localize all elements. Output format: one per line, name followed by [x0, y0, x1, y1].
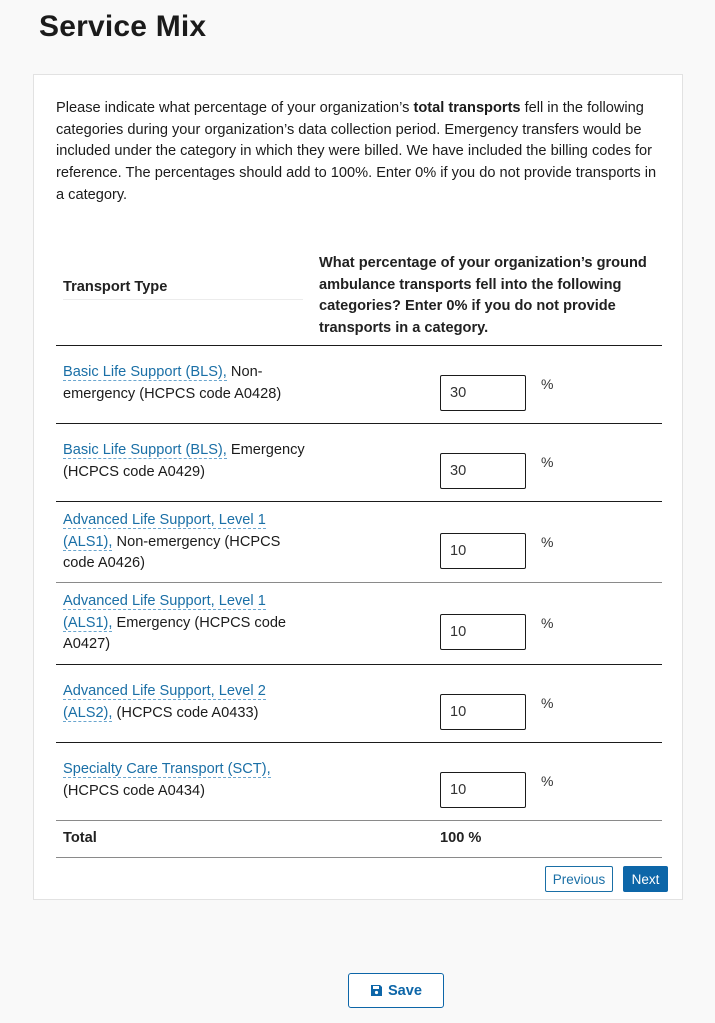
percent-sign: % [541, 376, 554, 392]
als2-link[interactable]: Advanced Life Support, Level 2 (ALS2), [63, 683, 266, 721]
row-description: Non-emergency (HCPCS code A0428) [63, 364, 282, 402]
percent-sign: % [541, 534, 554, 550]
page-title: Service Mix [39, 10, 207, 43]
row-description: (HCPCS code A0434) [63, 782, 205, 799]
transport-table [56, 250, 662, 858]
save-label: Save [387, 982, 423, 999]
total-value: 100 % [440, 830, 482, 846]
table-row [56, 424, 662, 502]
intro-part: fell in the following categories during your organization’s data collection period. Emergency transfers would be included under the category in which they were billed. We have included the billing codes for reference. The percentages should add to 100%. Enter 0% if you do not provide transports in a category. [56, 100, 657, 203]
als1-link[interactable]: Advanced Life Support, Level 1 (ALS1), [63, 593, 266, 631]
total-label: Total [63, 830, 97, 846]
table-row [56, 743, 662, 821]
next-button[interactable]: Next [623, 866, 668, 892]
row-label [63, 362, 313, 405]
bls-link[interactable]: Basic Life Support (BLS), [63, 364, 227, 380]
row-label [63, 510, 313, 575]
intro-bold: total transports [413, 100, 521, 116]
table-row [56, 346, 662, 424]
percent-sign: % [541, 773, 554, 789]
row-description: Emergency (HCPCS code A0427) [63, 614, 287, 653]
als2-percent-input[interactable] [440, 694, 526, 730]
column-header-transport-type: Transport Type [63, 279, 303, 300]
row-label [63, 440, 313, 483]
table-header [56, 250, 662, 346]
table-row [56, 583, 662, 665]
percent-sign: % [541, 615, 554, 631]
intro-text [56, 98, 668, 207]
als1-link[interactable]: Advanced Life Support, Level 1 (ALS1), [63, 512, 266, 550]
row-description: Emergency (HCPCS code A0429) [63, 442, 305, 480]
floppy-disk-icon [370, 984, 383, 997]
sct-link[interactable]: Specialty Care Transport (SCT), [63, 761, 271, 777]
table-row [56, 502, 662, 583]
row-description: Non-emergency (HCPCS code A0426) [63, 533, 281, 572]
sct-percent-input[interactable] [440, 772, 526, 808]
intro-part: Please indicate what percentage of your organization’s [56, 100, 414, 116]
service-mix-card [33, 74, 683, 900]
row-description: (HCPCS code A0433) [112, 704, 259, 721]
table-row [56, 665, 662, 743]
column-header-percentage: What percentage of your organization’s ground ambulance transports fell into the following categories? Enter 0% if you do not provide transports in a category. [319, 255, 647, 337]
bls-link[interactable]: Basic Life Support (BLS), [63, 442, 227, 458]
row-label [63, 591, 313, 656]
bls-emergency-percent-input[interactable] [440, 453, 526, 489]
als1-nonemergency-percent-input[interactable] [440, 533, 526, 569]
previous-button[interactable]: Previous [545, 866, 613, 892]
row-label [63, 759, 313, 802]
als1-emergency-percent-input[interactable] [440, 614, 526, 650]
percent-sign: % [541, 454, 554, 470]
total-row [56, 821, 662, 858]
percent-sign: % [541, 695, 554, 711]
row-label [63, 681, 313, 724]
bls-nonemergency-percent-input[interactable] [440, 375, 526, 411]
save-button[interactable] [348, 973, 444, 1008]
